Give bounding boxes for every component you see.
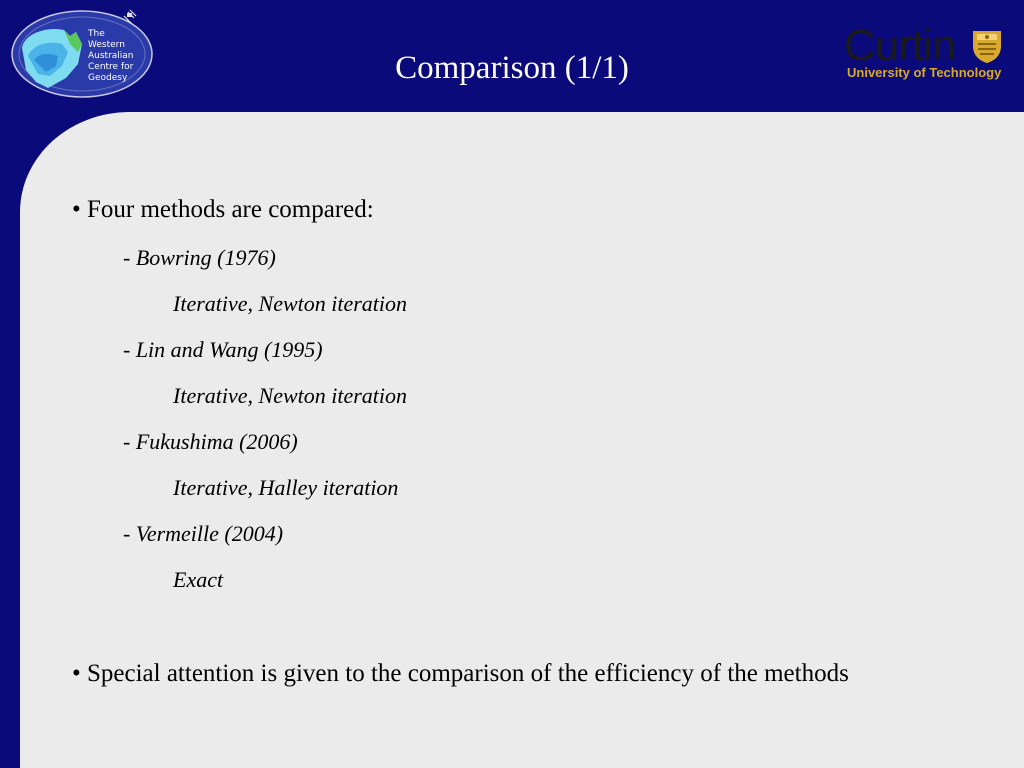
method-name: - Vermeille (2004) <box>123 521 284 546</box>
method-detail: Exact <box>173 567 224 592</box>
curtin-logo <box>842 21 1010 86</box>
wacg-logo-line-5: Geodesy <box>88 73 128 83</box>
method-name: - Lin and Wang (1995) <box>123 337 323 362</box>
wacg-logo-line-4: Centre for <box>88 62 134 72</box>
slide-title: Comparison (1/1) <box>395 50 629 86</box>
bullet-efficiency: • Special attention is given to the comparison of the efficiency of the methods <box>72 660 849 687</box>
method-name: - Bowring (1976) <box>123 245 276 270</box>
method-name: - Fukushima (2006) <box>123 429 298 454</box>
curtin-crest-icon <box>972 30 1002 64</box>
wacg-logo-line-1: The <box>88 29 105 39</box>
method-detail: Iterative, Newton iteration <box>173 383 408 408</box>
wacg-logo-line-3: Australian <box>88 51 134 61</box>
wacg-logo-line-2: Western <box>88 40 125 50</box>
method-detail: Iterative, Halley iteration <box>173 475 399 500</box>
method-detail: Iterative, Newton iteration <box>173 291 408 316</box>
curtin-wordmark: Curtin <box>844 21 956 70</box>
curtin-subtitle: University of Technology <box>847 65 1002 80</box>
bullet-four-methods: • Four methods are compared: <box>72 196 374 223</box>
